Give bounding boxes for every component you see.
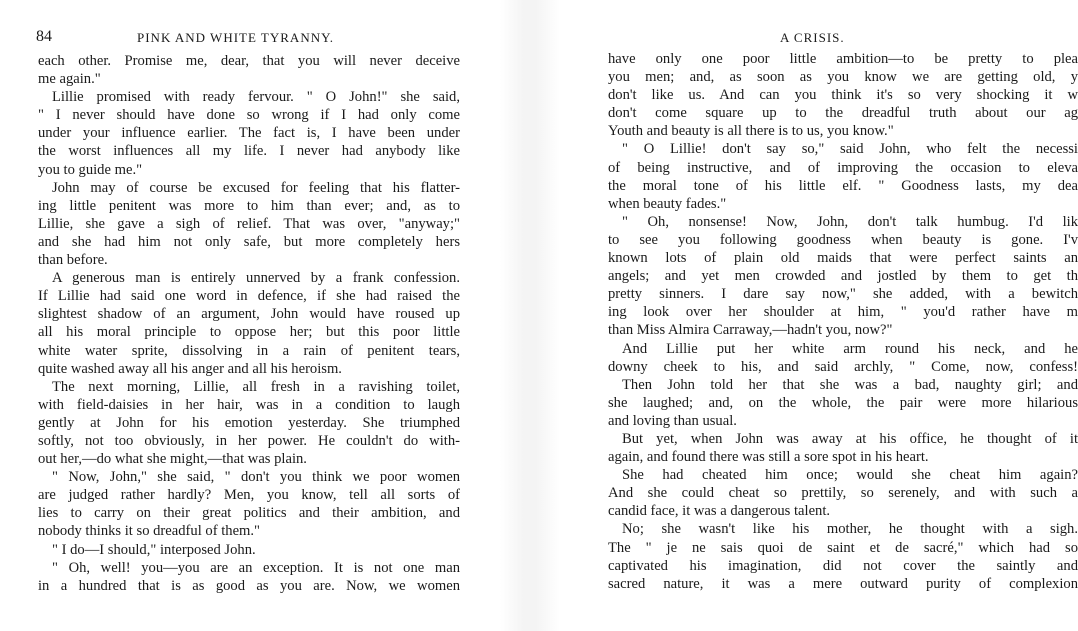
text-line: gently at John for his emotion yesterday. She triumphed <box>38 414 460 431</box>
text-line: Then John told her that she was a bad, naughty girl; and <box>622 376 1078 393</box>
text-line: under your influence earlier. The fact is, I have been under <box>38 125 460 142</box>
text-line: with field-daisies in her hair, was in a condition to laugh <box>38 396 460 413</box>
text-line: slightest shadow of an argument, John would have roused up <box>38 306 460 323</box>
text-line: The next morning, Lillie, all fresh in a ravishing toilet, <box>52 378 460 395</box>
text-line: " Now, John," she said, " don't you think we poor women <box>52 469 460 486</box>
text-line: you men; and, as soon as you know we are getting old, y <box>608 69 1078 86</box>
text-line: again, and found there was still a sore spot in his heart. <box>608 449 929 466</box>
text-line: " I do—I should," interposed John. <box>52 541 256 558</box>
text-line: John may of course be excused for feeling that his flatter- <box>52 179 460 196</box>
text-line: white water sprite, dissolving in a rain of penitent tears, <box>38 342 460 359</box>
running-head: PINK AND WHITE TYRANNY. <box>137 30 335 45</box>
right-page <box>560 0 1078 631</box>
text-line: pretty sinners. I dare say now," she added, with a bewitch <box>608 286 1078 303</box>
text-line: than before. <box>38 252 108 269</box>
left-page <box>0 0 500 631</box>
text-line: me again." <box>38 71 101 88</box>
text-line: Youth and beauty is all there is to us, you know." <box>608 123 894 140</box>
text-line: But yet, when John was away at his office, he thought of it <box>622 430 1078 447</box>
text-line: don't like us. And can you think it's so very shocking it w <box>608 87 1078 104</box>
text-line: the moral tone of his little elf. " Goodness lasts, my dea <box>608 177 1078 194</box>
text-line: And Lillie put her white arm round his neck, and he <box>622 340 1078 357</box>
text-line: you to guide me." <box>38 161 143 178</box>
text-line: quite washed away all his anger and all his heroism. <box>38 360 342 377</box>
text-line: and she had him not only safe, but more completely hers <box>38 233 460 250</box>
text-line: If Lillie had said one word in defence, if she had raised the <box>38 288 460 305</box>
text-line: angels; and yet men crowded and jostled by them to get th <box>608 268 1078 285</box>
text-line: nobody thinks it so dreadful of them." <box>38 523 260 540</box>
text-line: have only one poor little ambition—to be pretty to plea <box>608 51 1078 67</box>
text-line: of being instructive, and of improving the occasion to eleva <box>608 159 1078 176</box>
text-line: lies to carry on their great politics and their ambition, and <box>38 505 460 522</box>
text-line: are judged rather hardly? Men, you know, tell all sorts of <box>38 487 460 504</box>
text-line: out her,—do what she might,—that was plain. <box>38 451 307 468</box>
text-line: to see you following goodness when beauty is gone. I'v <box>608 231 1078 248</box>
text-line: " I never should have done so wrong if I had only come <box>38 107 460 124</box>
text-line: each other. Promise me, dear, that you will never deceive <box>38 53 460 69</box>
right-page-text <box>608 50 1078 593</box>
text-line: No; she wasn't like his mother, he thought with a sigh. <box>622 521 1078 538</box>
text-line: candid face, it was a dangerous talent. <box>608 503 831 520</box>
text-line: don't come square up to the dreadful truth about our ag <box>608 105 1078 122</box>
text-line: all his moral principle to oppose her; but this poor little <box>38 324 460 341</box>
text-line: captivated his imagination, did not cover the saintly and <box>608 557 1078 574</box>
text-line: A generous man is entirely unnerved by a frank confession. <box>52 270 460 287</box>
left-page-text <box>38 52 460 595</box>
text-line: she laughed; and, on the whole, the pair were more hilarious <box>608 394 1078 411</box>
text-line: than Miss Almira Carraway,—hadn't you, now?" <box>608 322 893 339</box>
text-line: known lots of plain old maids that were perfect saints an <box>608 250 1078 267</box>
page-number: 84 <box>36 28 52 45</box>
text-line: And she could cheat so prettily, so serenely, and with such a <box>608 485 1078 502</box>
text-line: Lillie promised with ready fervour. " O John!" she said, <box>52 89 460 106</box>
text-line: softly, not too obviously, in her power. He couldn't do with- <box>38 432 460 449</box>
page-gutter <box>500 0 560 631</box>
text-line: ing little penitent was more to him than ever; and, as to <box>38 197 460 214</box>
text-line: The " je ne sais quoi de saint et de sacré," which had so <box>608 539 1078 556</box>
text-line: She had cheated him once; would she cheat him again? <box>622 467 1078 484</box>
text-line: ing look over her shoulder at him, " you'd rather have m <box>608 304 1078 321</box>
text-line: downy cheek to his, and said archly, " Come, now, confess! <box>608 358 1078 375</box>
text-line: " O Lillie! don't say so," said John, who felt the necessi <box>622 141 1078 158</box>
text-line: Lillie, she gave a sigh of relief. That was over, "anyway;" <box>38 215 460 232</box>
text-line: " Oh, nonsense! Now, John, don't talk humbug. I'd lik <box>622 213 1078 230</box>
text-line: and loving than usual. <box>608 412 737 429</box>
running-head: A CRISIS. <box>780 30 845 45</box>
text-line: sacred nature, it was a mere outward purity of complexion <box>608 575 1078 592</box>
text-line: " Oh, well! you—you are an exception. It is not one man <box>52 559 460 576</box>
text-line: in a hundred that is as good as you are. Now, we women <box>38 577 460 594</box>
text-line: when beauty fades." <box>608 195 727 212</box>
text-line: the worst influences all my life. I never had anybody like <box>38 143 460 160</box>
